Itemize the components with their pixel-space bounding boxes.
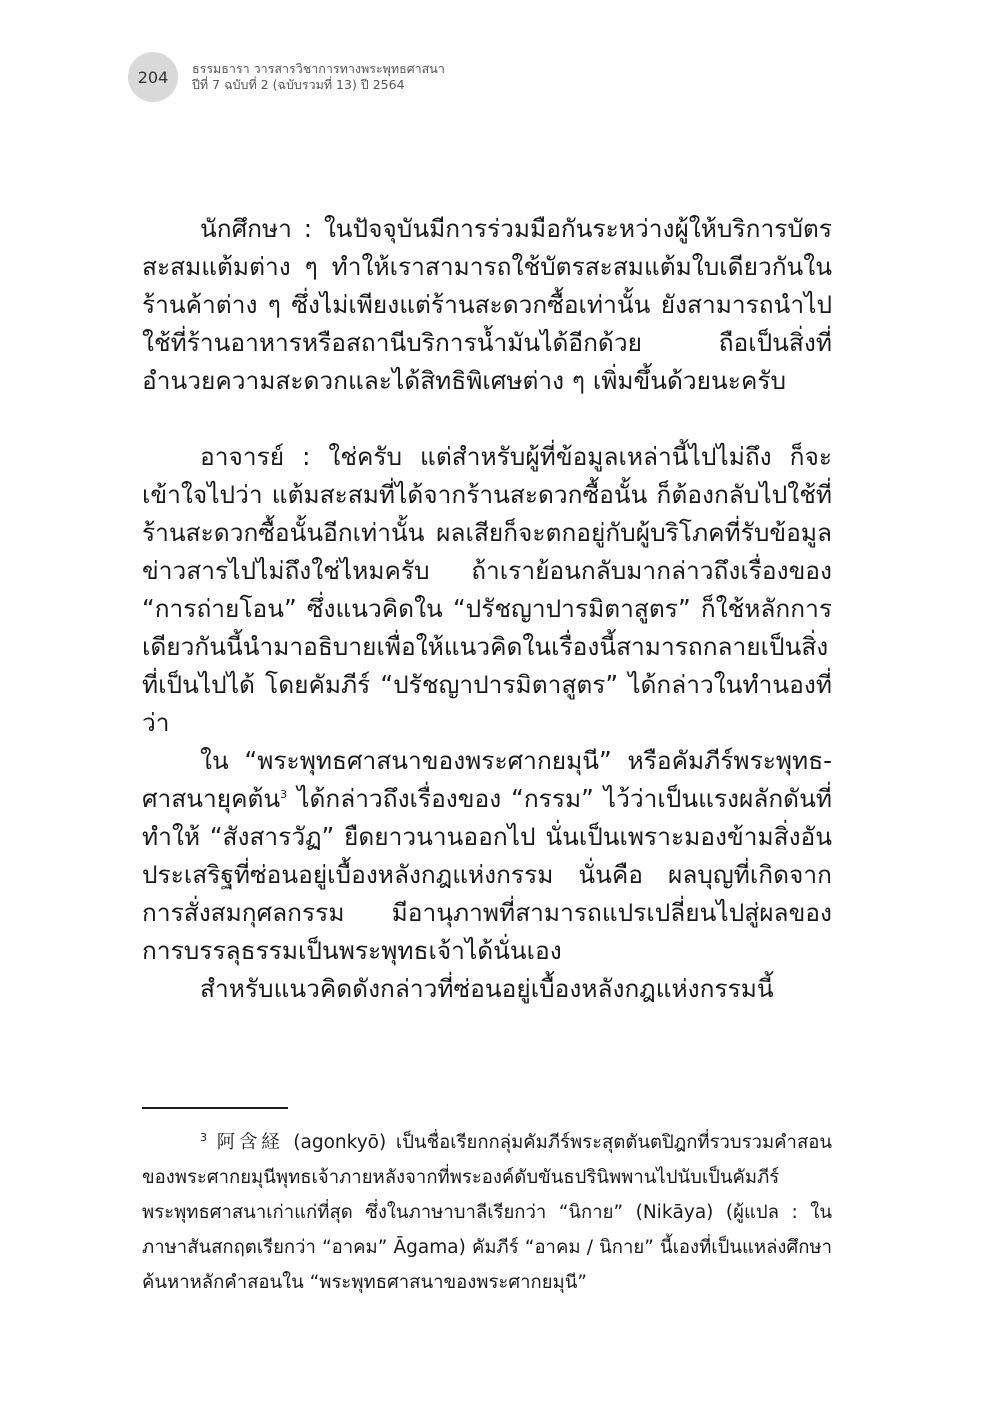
- paragraph-concept: สำหรับแนวคิดดังกล่าวที่ซ่อนอยู่เบื้องหลังกฎแห่งกรรมนี้: [200, 974, 774, 1003]
- footnote-divider: [142, 1107, 288, 1109]
- paragraph-karma-end: ได้กล่าวถึงเรื่องของ “กรรม” ไว้ว่าเป็นแรงผลักดันที่ทำให้ “สังสารวัฏ” ยืดยาวนานออกไป นั่นเป็นเพราะมองข้ามสิ่งอันประเสริฐที่ซ่อนอยู่เบื้องหลังกฎแห่งกรรม นั่นคือ ผลบุญที่เกิดจากการสั่งสมกุศลกรรม มีอานุภาพที่สามารถแปรเปลี่ยนไปสู่ผลของการบรรลุธรรมเป็นพระพุทธเจ้าได้นั่นเอง: [142, 784, 832, 965]
- paragraph-teacher: อาจารย์ : ใช่ครับ แต่สำหรับผู้ที่ข้อมูลเหล่านี้ไปไม่ถึง ก็จะเข้าใจไปว่า แต้มสะสมที่ได้จากร้านสะดวกซื้อนั้น ก็ต้องกลับไปใช้ที่ร้านสะดวกซื้อนั้นอีกเท่านั้น ผลเสียก็จะตกอยู่กับผู้บริโภคที่รับข้อมูลข่าวสารไปไม่ถึงใช่ไหมครับ ถ้าเราย้อนกลับมากล่าวถึงเรื่องของ “การถ่ายโอน” ซึ่งแนวคิดใน “ปรัชญาปารมิตาสูตร” ก็ใช้หลักการเดียวกันนี้นำมาอธิบายเพื่อให้แนวคิดในเรื่องนี้สามารถกลายเป็นสิ่งที่เป็นไปได้ โดยคัมภีร์ “ปรัชญาปารมิตาสูตร” ได้กล่าวในทำนองที่ว่า: [142, 442, 832, 737]
- paragraph-karma: [142, 742, 832, 970]
- page-header: [128, 52, 445, 102]
- issue-info: ปีที่ 7 ฉบับที่ 2 (ฉบับรวมที่ 13) ปี 2564: [192, 77, 405, 92]
- footnote: [142, 1125, 832, 1300]
- journal-title: ธรรมธารา วารสารวิชาการทางพระพุทธศาสนา: [192, 61, 445, 76]
- page-number: 204: [137, 67, 169, 87]
- paragraph-student: นักศึกษา : ในปัจจุบันมีการร่วมมือกันระหว่างผู้ให้บริการบัตรสะสมแต้มต่าง ๆ ทำให้เราสามารถใช้บัตรสะสมแต้มใบเดียวกันในร้านค้าต่าง ๆ ซึ่งไม่เพียงแต่ร้านสะดวกซื้อเท่านั้น ยังสามารถนำไปใช้ที่ร้านอาหารหรือสถานีบริการน้ำมันได้อีกด้วย ถือเป็นสิ่งที่อำนวยความสะดวกและได้สิทธิพิเศษต่าง ๆ เพิ่มขึ้นด้วยนะครับ: [142, 214, 832, 395]
- page-number-badge: [128, 52, 178, 102]
- footnote-number: 3: [200, 1130, 207, 1144]
- footnote-text: 阿含経 (agonkyō) เป็นชื่อเรียกกลุ่มคัมภีร์พระสุตตันตปิฎกที่รวบรวมคำสอนของพระศากยมุนีพุทธเจ้าภายหลังจากที่พระองค์ดับขันธปรินิพพานไปนับเป็นคัมภีร์พระพุทธศาสนาเก่าแก่ที่สุด ซึ่งในภาษาบาลีเรียกว่า “นิกาย” (Nikāya) (ผู้แปล : ในภาษาสันสกฤตเรียกว่า “อาคม” Āgama) คัมภีร์ “อาคม / นิกาย” นี้เองที่เป็นแหล่งศึกษาค้นหาหลักคำสอนใน “พระพุทธศาสนาของพระศากยมุนี”: [142, 1132, 832, 1293]
- running-header: [192, 61, 445, 93]
- footnote-reference[interactable]: 3: [280, 787, 288, 801]
- paragraph-karma-start: ใน “พระพุทธศาสนาของพระศากยมุนี” หรือคัมภีร์พระพุทธ-ศาสนายุคต้น: [142, 746, 832, 813]
- paragraph-gap: [142, 400, 832, 438]
- main-text: [142, 210, 832, 1008]
